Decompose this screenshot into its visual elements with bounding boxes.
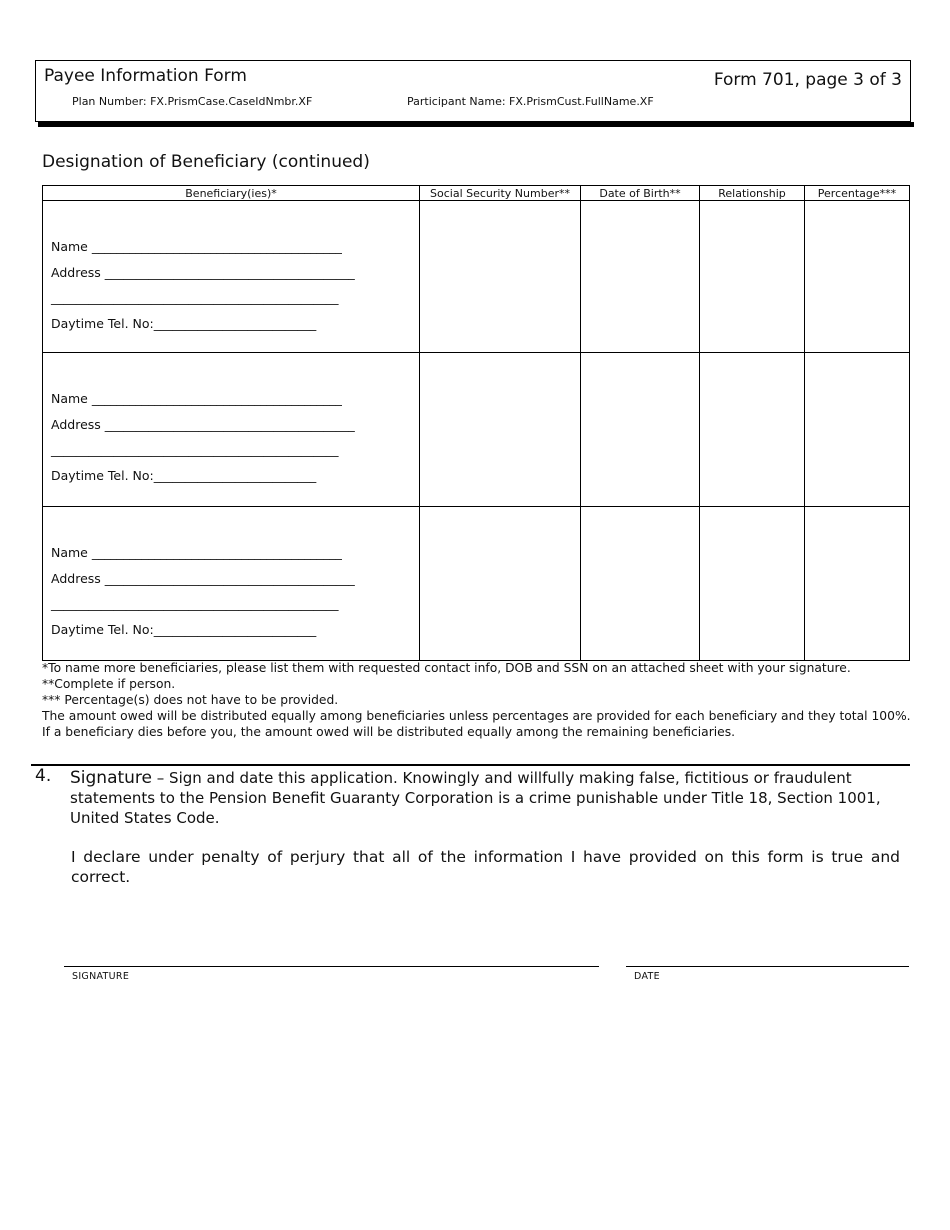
- table-row: [43, 507, 910, 661]
- footnote: If a beneficiary dies before you, the amount owed will be distributed equally among the remaining beneficiaries.: [42, 725, 736, 739]
- footnote: The amount owed will be distributed equally among beneficiaries unless percentages are provided for each beneficiary and they total 100%.: [42, 709, 911, 723]
- signature-line[interactable]: [64, 966, 599, 967]
- header-shadow: [38, 122, 914, 127]
- section-divider: [31, 764, 910, 766]
- plan-number: Plan Number: FX.PrismCase.CaseIdNmbr.XF: [72, 95, 313, 108]
- dob-cell[interactable]: [581, 507, 700, 661]
- dob-cell[interactable]: [581, 201, 700, 353]
- header-date-of-birth: Date of Birth**: [581, 186, 700, 201]
- header-percentage: Percentage***: [805, 186, 910, 201]
- section-title: Designation of Beneficiary (continued): [42, 152, 370, 172]
- address-line-2[interactable]: ______________________________________________: [51, 290, 339, 305]
- address-line-2[interactable]: ______________________________________________: [51, 596, 339, 611]
- address-line[interactable]: Address ________________________________________: [51, 570, 355, 586]
- phone-line[interactable]: Daytime Tel. No:__________________________: [51, 315, 317, 331]
- ssn-cell[interactable]: [420, 507, 581, 661]
- table-row: [43, 353, 910, 507]
- name-line[interactable]: Name ________________________________________: [51, 545, 342, 560]
- signature-warning-text: – Sign and date this application. Knowingly and willfully making false, fictitious or fraudulent statements to the Pension Benefit Guaranty Corporation is a crime punishable under Title 18, Section 1001, United States Code.: [70, 769, 881, 827]
- address-line[interactable]: Address ________________________________________: [51, 264, 355, 280]
- footnote: **Complete if person.: [42, 677, 176, 691]
- beneficiary-cell[interactable]: [43, 353, 420, 507]
- name-line[interactable]: Name ________________________________________: [51, 391, 342, 406]
- form-page-reference: Form 701, page 3 of 3: [713, 70, 902, 90]
- percentage-cell[interactable]: [805, 201, 910, 353]
- dob-cell[interactable]: [581, 353, 700, 507]
- footnote: *To name more beneficiaries, please list them with requested contact info, DOB and SSN on an attached sheet with your signature.: [42, 661, 851, 675]
- header-relationship: Relationship: [700, 186, 805, 201]
- percentage-cell[interactable]: [805, 353, 910, 507]
- address-line[interactable]: Address ________________________________________: [51, 416, 355, 432]
- phone-line[interactable]: Daytime Tel. No:__________________________: [51, 467, 317, 483]
- address-line-2[interactable]: ______________________________________________: [51, 442, 339, 457]
- phone-line[interactable]: Daytime Tel. No:__________________________: [51, 621, 317, 637]
- header-beneficiaries: Beneficiary(ies)*: [43, 186, 420, 201]
- percentage-cell[interactable]: [805, 507, 910, 661]
- footnote: *** Percentage(s) does not have to be provided.: [42, 693, 339, 707]
- table-row: [43, 201, 910, 353]
- table-footnotes: [42, 660, 911, 740]
- ssn-cell[interactable]: [420, 353, 581, 507]
- beneficiary-cell[interactable]: [43, 201, 420, 353]
- header-ssn: Social Security Number**: [420, 186, 581, 201]
- perjury-declaration: I declare under penalty of perjury that all of the information I have provided on this form is true and correct.: [71, 848, 900, 886]
- participant-name: Participant Name: FX.PrismCust.FullName.XF: [407, 95, 654, 108]
- ssn-cell[interactable]: [420, 201, 581, 353]
- form-header: [35, 60, 911, 122]
- relationship-cell[interactable]: [700, 201, 805, 353]
- date-label: DATE: [634, 971, 660, 982]
- table-header-row: [43, 186, 910, 201]
- signature-heading: Signature: [70, 768, 153, 788]
- date-line[interactable]: [626, 966, 909, 967]
- signature-instructions: [70, 768, 900, 828]
- signature-label: SIGNATURE: [72, 971, 130, 982]
- relationship-cell[interactable]: [700, 507, 805, 661]
- beneficiary-cell[interactable]: [43, 507, 420, 661]
- beneficiary-table: [42, 185, 910, 661]
- relationship-cell[interactable]: [700, 353, 805, 507]
- section-number: 4.: [35, 766, 52, 786]
- name-line[interactable]: Name ________________________________________: [51, 239, 342, 254]
- form-title: Payee Information Form: [44, 66, 247, 86]
